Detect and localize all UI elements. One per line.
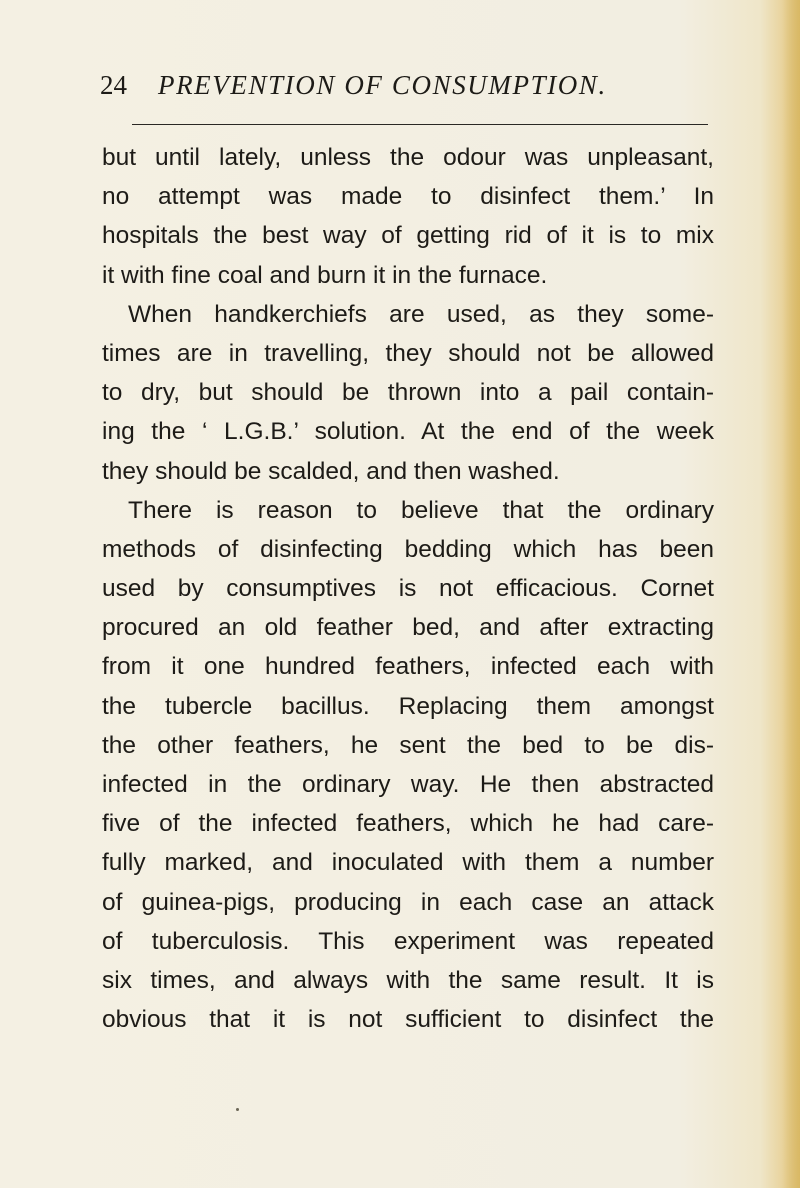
body-text bbox=[102, 138, 714, 1039]
text-line: from it one hundred feathers, infected each with bbox=[102, 653, 714, 681]
header-rule bbox=[132, 124, 708, 125]
text-line: obvious that it is not sufficient to disinfect the bbox=[102, 1006, 714, 1034]
text-line: to dry, but should be thrown into a pail contain- bbox=[102, 379, 714, 407]
text-line: ing the ‘ L.G.B.’ solution. At the end of the week bbox=[102, 418, 714, 446]
text-line: When handkerchiefs are used, as they some- bbox=[128, 300, 714, 328]
text-line: the tubercle bacillus. Replacing them amongst bbox=[102, 692, 714, 720]
text-line: procured an old feather bed, and after extracting bbox=[102, 614, 714, 642]
text-line: hospitals the best way of getting rid of it is to mix bbox=[102, 222, 714, 250]
paper-speck bbox=[236, 1108, 239, 1111]
page-number: 24 bbox=[100, 70, 127, 100]
text-line: five of the infected feathers, which he had care- bbox=[102, 810, 714, 838]
text-line: fully marked, and inoculated with them a number bbox=[102, 849, 714, 877]
text-line: infected in the ordinary way. He then abstracted bbox=[102, 771, 714, 798]
text-line: but until lately, unless the odour was unpleasant, bbox=[102, 144, 714, 171]
text-line: used by consumptives is not efficacious. Cornet bbox=[102, 575, 714, 603]
text-line: of tuberculosis. This experiment was repeated bbox=[102, 927, 714, 955]
page-header bbox=[100, 66, 720, 110]
text-line: methods of disinfecting bedding which has been bbox=[102, 535, 714, 563]
page-edge-shading bbox=[782, 0, 800, 1188]
text-line: times are in travelling, they should not be allowed bbox=[102, 339, 714, 367]
text-line: There is reason to believe that the ordinary bbox=[128, 496, 714, 524]
text-line: it with fine coal and burn it in the furnace. bbox=[102, 261, 548, 289]
text-line: they should be scalded, and then washed. bbox=[102, 457, 560, 485]
running-title: PREVENTION OF CONSUMPTION. bbox=[158, 70, 607, 100]
text-line: of guinea-pigs, producing in each case an attack bbox=[102, 888, 714, 916]
text-line: no attempt was made to disinfect them.’ In bbox=[102, 183, 714, 211]
text-line: the other feathers, he sent the bed to be dis- bbox=[102, 731, 714, 759]
text-line: six times, and always with the same result. It is bbox=[102, 966, 714, 994]
